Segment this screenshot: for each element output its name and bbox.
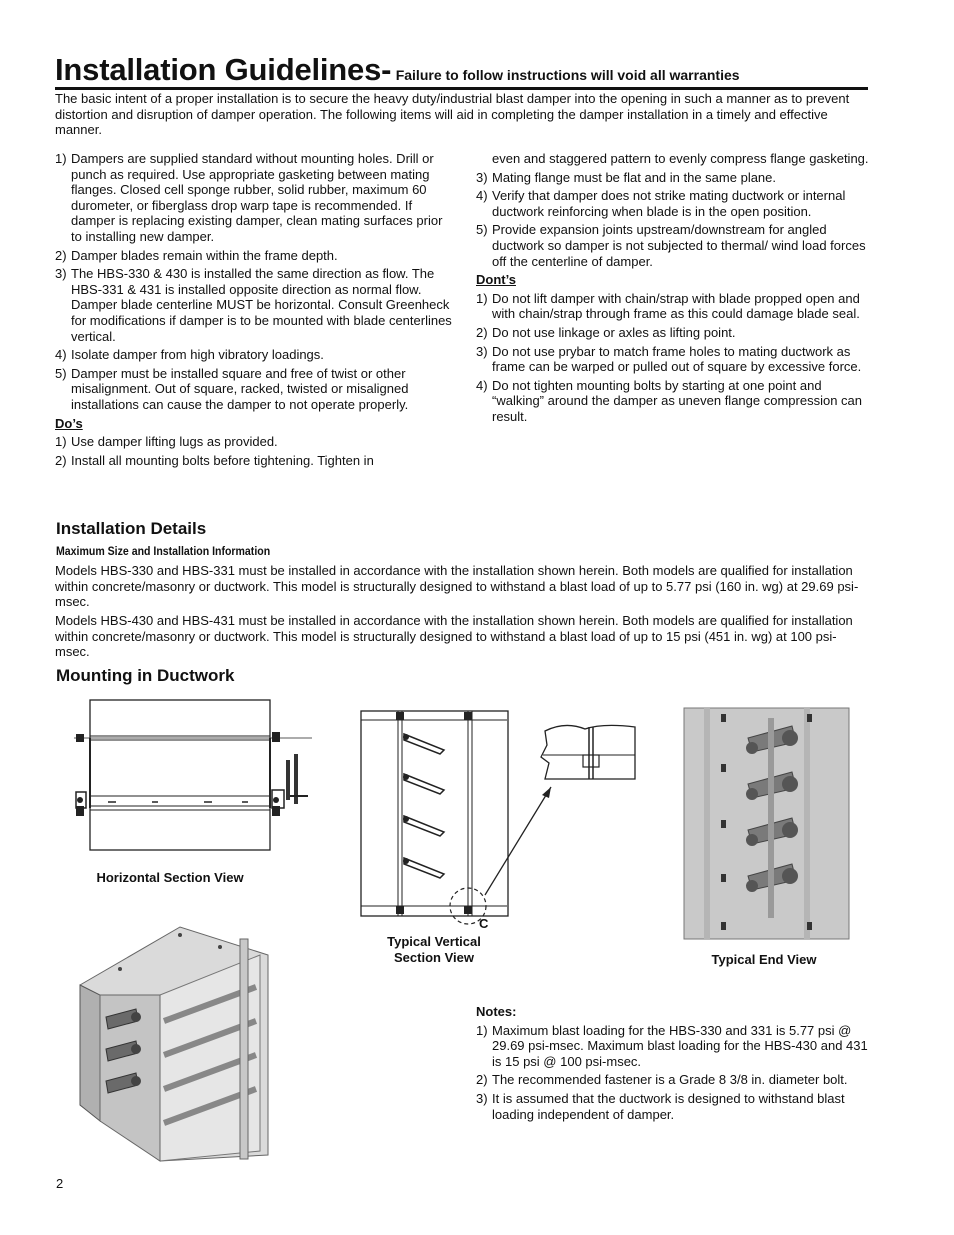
caption-end-view: Typical End View: [711, 952, 817, 967]
left-column: [55, 151, 453, 471]
list-item: 3) The HBS-330 & 430 is installed the same direction as flow. The HBS-331 & 431 is installed opposite direction as normal flow. Damper blade centerline MUST be horizontal. Consult Greenheck for modifications if damper is to be mounted with blade centerlines vertical.: [55, 266, 452, 344]
damper-isometric-drawing: [80, 925, 268, 1165]
horizontal-section-drawing: [72, 698, 317, 858]
title-rule: [55, 87, 868, 90]
end-view-drawing: [684, 708, 850, 940]
list-item: 2) Damper blades remain within the frame depth.: [55, 247, 338, 263]
list-item-continuation: even and staggered pattern to evenly compress flange gasketing.: [492, 151, 869, 166]
title-warning: Failure to follow instructions will void all warranties: [395, 67, 740, 83]
detail-label-c: C: [479, 916, 489, 931]
list-item: 4) Isolate damper from high vibratory loadings.: [55, 347, 324, 363]
list-item: 2) The recommended fastener is a Grade 8 3/8 in. diameter bolt.: [476, 1072, 848, 1088]
list-item: 1) Dampers are supplied standard without mounting holes. Drill or punch as required. Use appropriate gasketing between mating flanges. Closed cell sponge rubber, solid rubber, maximum 60 durometer, or fiberglass drop warp tape is recommended. If damper is replacing existing damper, clean mating surfaces prior to installing new damper.: [55, 151, 443, 244]
list-item: 4) Verify that damper does not strike mating ductwork or internal ductwork reinforcing when blade is in the open position.: [476, 188, 846, 219]
installation-details-heading: Installation Details: [56, 519, 207, 538]
caption-horizontal-section: Horizontal Section View: [96, 870, 244, 885]
detail-c-drawing: [485, 715, 635, 905]
list-item: 1) Use damper lifting lugs as provided.: [55, 434, 278, 450]
details-paragraph-2: Models HBS-430 and HBS-431 must be installed in accordance with the installation shown herein. Both models are qualified for installation within concrete/masonry or ductwork. This model is structurally designed to withstand a blast load of up to 15 psi (451 in. wg) at 100 psi-msec.: [55, 613, 853, 659]
list-item: 2) Do not use linkage or axles as lifting point.: [476, 324, 736, 340]
mounting-heading: Mounting in Ductwork: [56, 666, 235, 685]
max-size-subheading: Maximum Size and Installation Information: [56, 544, 271, 558]
donts-heading: Dont’s: [476, 272, 516, 288]
list-item: 1) Maximum blast loading for the HBS-330 and 331 is 5.77 psi @ 29.69 psi-msec. Maximum blast loading for the HBS-430 and 431 is 15 psi @ 100 psi-msec.: [476, 1022, 868, 1069]
page-title: [55, 52, 740, 88]
list-item: 2) Install all mounting bolts before tightening. Tighten in: [55, 452, 374, 468]
list-item: 3) Do not use prybar to match frame holes to mating ductwork as frame can be warped or pulled out of square by excessive force.: [476, 343, 862, 375]
list-item: 1) Do not lift damper with chain/strap with blade propped open and with chain/strap through frame as this could damage blade seal.: [476, 290, 860, 322]
right-column: [476, 151, 870, 428]
title-main: Installation Guidelines-: [55, 52, 392, 87]
list-item: 5) Damper must be installed square and free of twist or other misalignment. Out of square, racked, twisted or misaligned installations can cause the damper to not operate properly.: [55, 365, 409, 412]
notes-heading: Notes:: [476, 1004, 517, 1019]
list-item: 4) Do not tighten mounting bolts by starting at one point and “walking” around the damper as uneven flange compression can result.: [476, 377, 862, 424]
list-item: 5) Provide expansion joints upstream/downstream for angled ductwork so damper is not subjected to thermal/ wind load forces off the centerline of damper.: [476, 222, 866, 269]
page-number: 2: [56, 1176, 64, 1191]
list-item: 3) It is assumed that the ductwork is designed to withstand blast loading independent of damper.: [476, 1090, 845, 1122]
intro-paragraph: The basic intent of a proper installation is to secure the heavy duty/industrial blast damper into the opening in such a manner as to prevent distortion and disruption of damper operation. The following items will aid in completing the damper installation in a timely and effective manner.: [55, 91, 850, 137]
list-item: 3) Mating flange must be flat and in the same plane.: [476, 169, 777, 185]
notes-section: [476, 1004, 870, 1125]
dos-heading: Do’s: [55, 415, 83, 431]
details-paragraph-1: Models HBS-330 and HBS-331 must be installed in accordance with the installation shown herein. Both models are qualified for installation within concrete/masonry or ductwork. This model is structurally designed to withstand a blast load of up to 5.77 psi (160 in. wg) at 29.69 psi-msec.: [55, 563, 859, 609]
caption-vertical-section: Typical Vertical Section View: [387, 934, 481, 965]
